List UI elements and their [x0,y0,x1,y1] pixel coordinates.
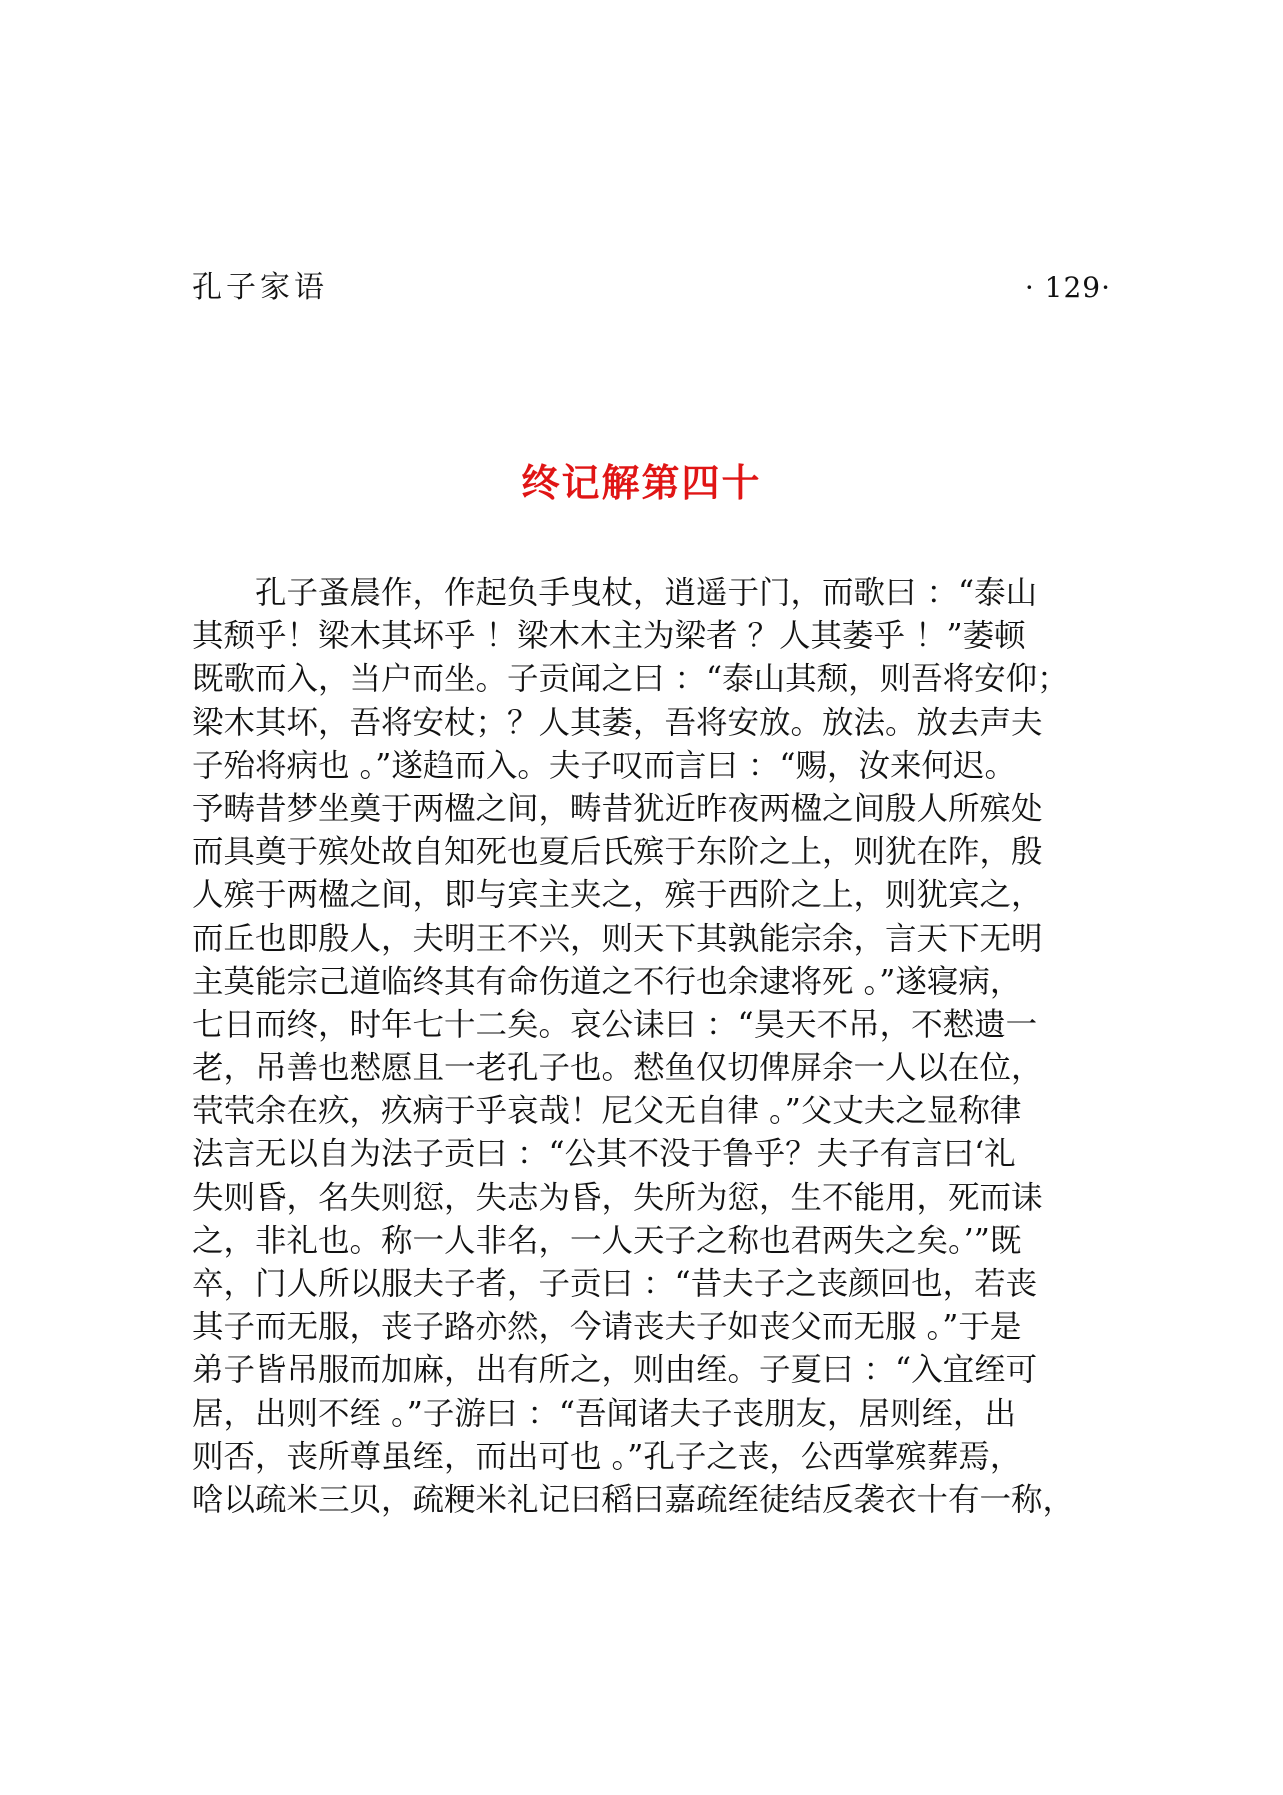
text-line: 则否，丧所尊虽绖，而出可也 。”孔子之丧，公西掌殡葬焉， [192,1438,1022,1475]
text-line: 而丘也即殷人，夫明王不兴，则天下其孰能宗余，言天下无明 [192,920,1043,957]
text-line: 其子而无服，丧子路亦然，今请丧夫子如丧父而无服 。”于是 [192,1309,1022,1346]
text-line: 而具奠于殡处故自知死也夏后氏殡于东阶之上，则犹在阼，殷 [192,834,1043,871]
text-line: 人殡于两楹之间，即与宾主夹之，殡于西阶之上，则犹宾之， [192,877,1043,914]
text-line: 其颓乎！梁木其坏乎 ！梁木木主为梁者 ？人其萎乎 ！”萎顿 [192,618,1026,655]
text-line: 主莫能宗己道临终其有命伤道之不行也余逮将死 。”遂寝病， [192,963,1022,1000]
text-line: 居，出则不绖 。”子游曰 ：“吾闻诸夫子丧朋友，居则绖，出 [192,1395,1016,1432]
text-line: 茕茕余在疚，疚病于乎哀哉！尼父无自律 。”父丈夫之显称律 [192,1093,1022,1130]
text-line: 老，吊善也慭愿且一老孔子也。慭鱼仅切俾屏余一人以在位， [192,1050,1043,1087]
text-line: 孔子蚤晨作，作起负手曳杖，逍遥于门，而歌曰 ：“泰山 [255,575,1038,611]
text-line: 予畴昔梦坐奠于两楹之间，畴昔犹近昨夜两楹之间殷人所殡处 [192,790,1043,827]
text-line: 七日而终，时年七十二矣。哀公诔曰 ：“昊天不吊，不慭遗一 [192,1006,1038,1043]
chapter-title: 终记解第四十 [521,460,762,505]
text-line: 弟子皆吊服而加麻，出有所之，则由绖。子夏曰 ：“入宜绖可 [192,1352,1038,1389]
body-paragraph [192,572,1092,1522]
text-line: 失则昏，名失则愆，失志为昏，失所为愆，生不能用，死而诔 [192,1179,1043,1216]
text-line: 梁木其坏，吾将安杖；？人其萎，吾将安放。放法。放去声夫 [192,704,1043,741]
page-number: · 129· [1024,271,1111,304]
text-line: 法言无以自为法子贡曰 ：“公其不没于鲁乎？夫子有言曰‘礼 [192,1136,1016,1173]
text-line: 唅以疏米三贝，疏粳米礼记曰稻曰嘉疏绖徒结反袭衣十有一称， [192,1481,1075,1518]
text-line: 既歌而入，当户而坐。子贡闻之曰 ：“泰山其颓，则吾将安仰； [192,661,1069,698]
text-line: 之，非礼也。称一人非名，一人天子之称也君两失之矣。’”既 [192,1222,1022,1259]
running-header-title: 孔子家语 [192,270,328,305]
text-line: 卒，门人所以服夫子者，子贡曰 ：“昔夫子之丧颜回也，若丧 [192,1266,1038,1302]
text-line: 子殆将病也 。”遂趋而入。夫子叹而言曰 ：“赐，汝来何迟。 [192,747,1016,784]
